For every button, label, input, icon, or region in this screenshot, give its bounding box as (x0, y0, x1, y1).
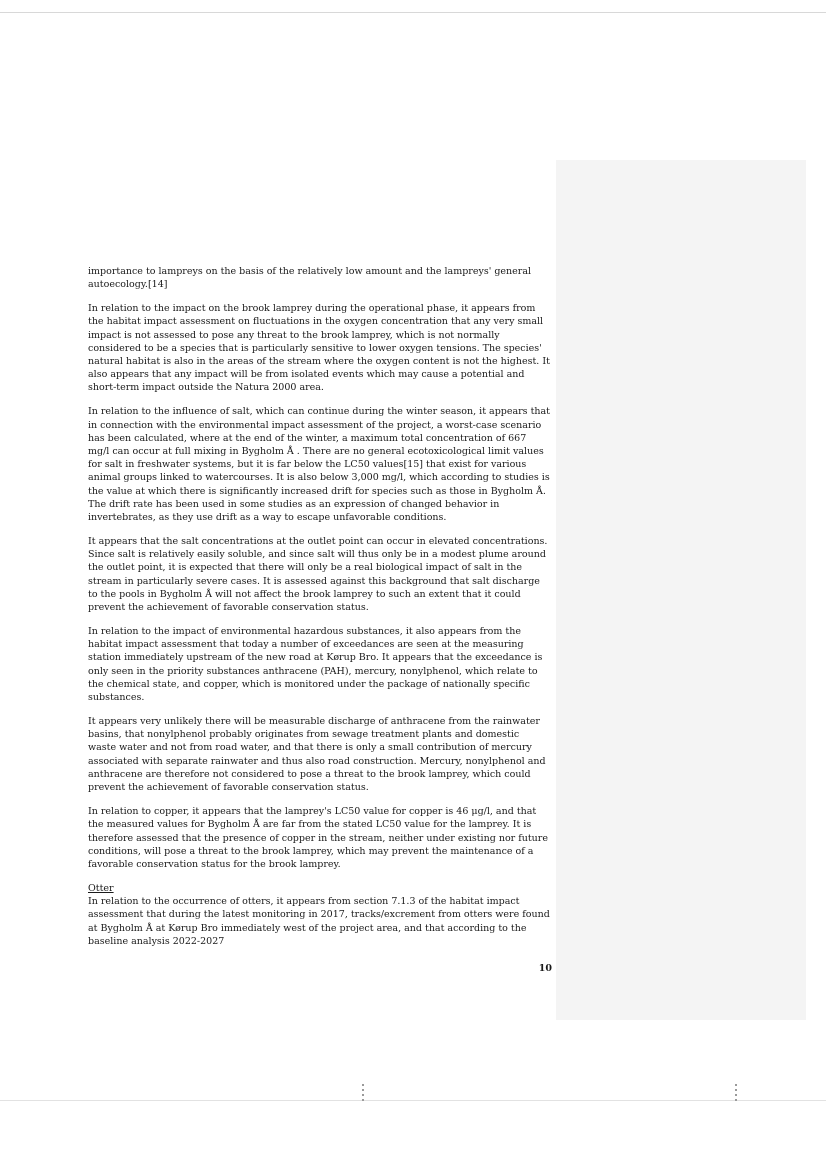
paragraph-hazardous-substances: In relation to the impact of environmental hazardous substances, it also appears from the habitat impact assessment that today a number of exceedances are seen at the measuring station immediately upstream of the new road at Kørup Bro. It appears that the exceedance is only seen in the priority substances anthracene (PAH), mercury, nonylphenol, which relate to the chemical state, and copper, which is monitored under the package of nationally specific substances. (88, 626, 543, 704)
document-body (88, 265, 550, 959)
otter-section (88, 882, 550, 948)
top-scan-rule (0, 12, 826, 13)
paragraph-anthracene-discharge: It appears very unlikely there will be measurable discharge of anthracene from the rainwater basins, that nonylphenol probably originates from sewage treatment plants and domestic waste water and not from road water, and that there is only a small contribution of mercury associated with separate rainwater and thus also road construction. Mercury, nonylphenol and anthracene are therefore not considered to pose a threat to the brook lamprey, which could prevent the achievement of favorable conservation status. (88, 716, 546, 794)
paragraph-lamprey-importance: importance to lampreys on the basis of the relatively low amount and the lampreys' general autoecology.[14] (88, 266, 532, 291)
paragraph-copper: In relation to copper, it appears that the lamprey's LC50 value for copper is 46 μg/l, and that the measured values for Bygholm Å are far from the stated LC50 value for the lamprey. It is therefore assessed that the presence of copper in the stream, neither under existing nor future conditions, will pose a threat to the brook lamprey, which may prevent the maintenance of a favorable conservation status for the brook lamprey. (88, 806, 548, 870)
scan-shadow-region (556, 160, 806, 1020)
paragraph-oxygen-impact: In relation to the impact on the brook lamprey during the operational phase, it appears from the habitat impact assessment on fluctuations in the oxygen concentration that any very small impact is not assessed to pose any threat to the brook lamprey, which is not normally considered to be a species that is particularly sensitive to lower oxygen tensions. The species' natural habitat is also in the areas of the stream where the oxygen content is not the highest. It also appears that any impact will be from isolated events which may cause a potential and short-term impact outside the Natura 2000 area. (88, 303, 550, 394)
paragraph-salt-influence: In relation to the influence of salt, which can continue during the winter season, it appears that in connection with the environmental impact assessment of the project, a worst-case scenario has been calculated, where at the end of the winter, a maximum total concentration of 667 mg/l can occur at full mixing in Bygholm Å . There are no general ecotoxicological limit values for salt in freshwater systems, but it is far below the LC50 values[15] that exist for various animal groups linked to watercourses. It is also below 3,000 mg/l, which according to studies is the value at which there is significantly increased drift for species such as those in Bygholm Å. The drift rate has been used in some studies as an expression of changed behavior in invertebrates, as they use drift as a way to escape unfavorable conditions. (88, 406, 550, 524)
bottom-scan-rule (0, 1100, 826, 1101)
paragraph-otter-occurrence: In relation to the occurrence of otters, it appears from section 7.1.3 of the habitat impact assessment that during the latest monitoring in 2017, tracks/excrement from otters were found at Bygholm Å at Kørup Bro immediately west of the project area, and that according to the baseline analysis 2022-2027 (88, 896, 550, 947)
section-heading-otter: Otter (88, 882, 114, 894)
scan-artifact-mark (362, 1084, 364, 1102)
scan-artifact-mark (735, 1084, 737, 1102)
page-number: 10 (538, 963, 552, 974)
paragraph-salt-concentrations: It appears that the salt concentrations at the outlet point can occur in elevated concentrations. Since salt is relatively easily soluble, and since salt will thus only be in a modest plume around the outlet point, it is expected that there will only be a real biological impact of salt in the stream in particularly severe cases. It is assessed against this background that salt discharge to the pools in Bygholm Å will not affect the brook lamprey to such an extent that it could prevent the achievement of favorable conservation status. (88, 536, 548, 614)
